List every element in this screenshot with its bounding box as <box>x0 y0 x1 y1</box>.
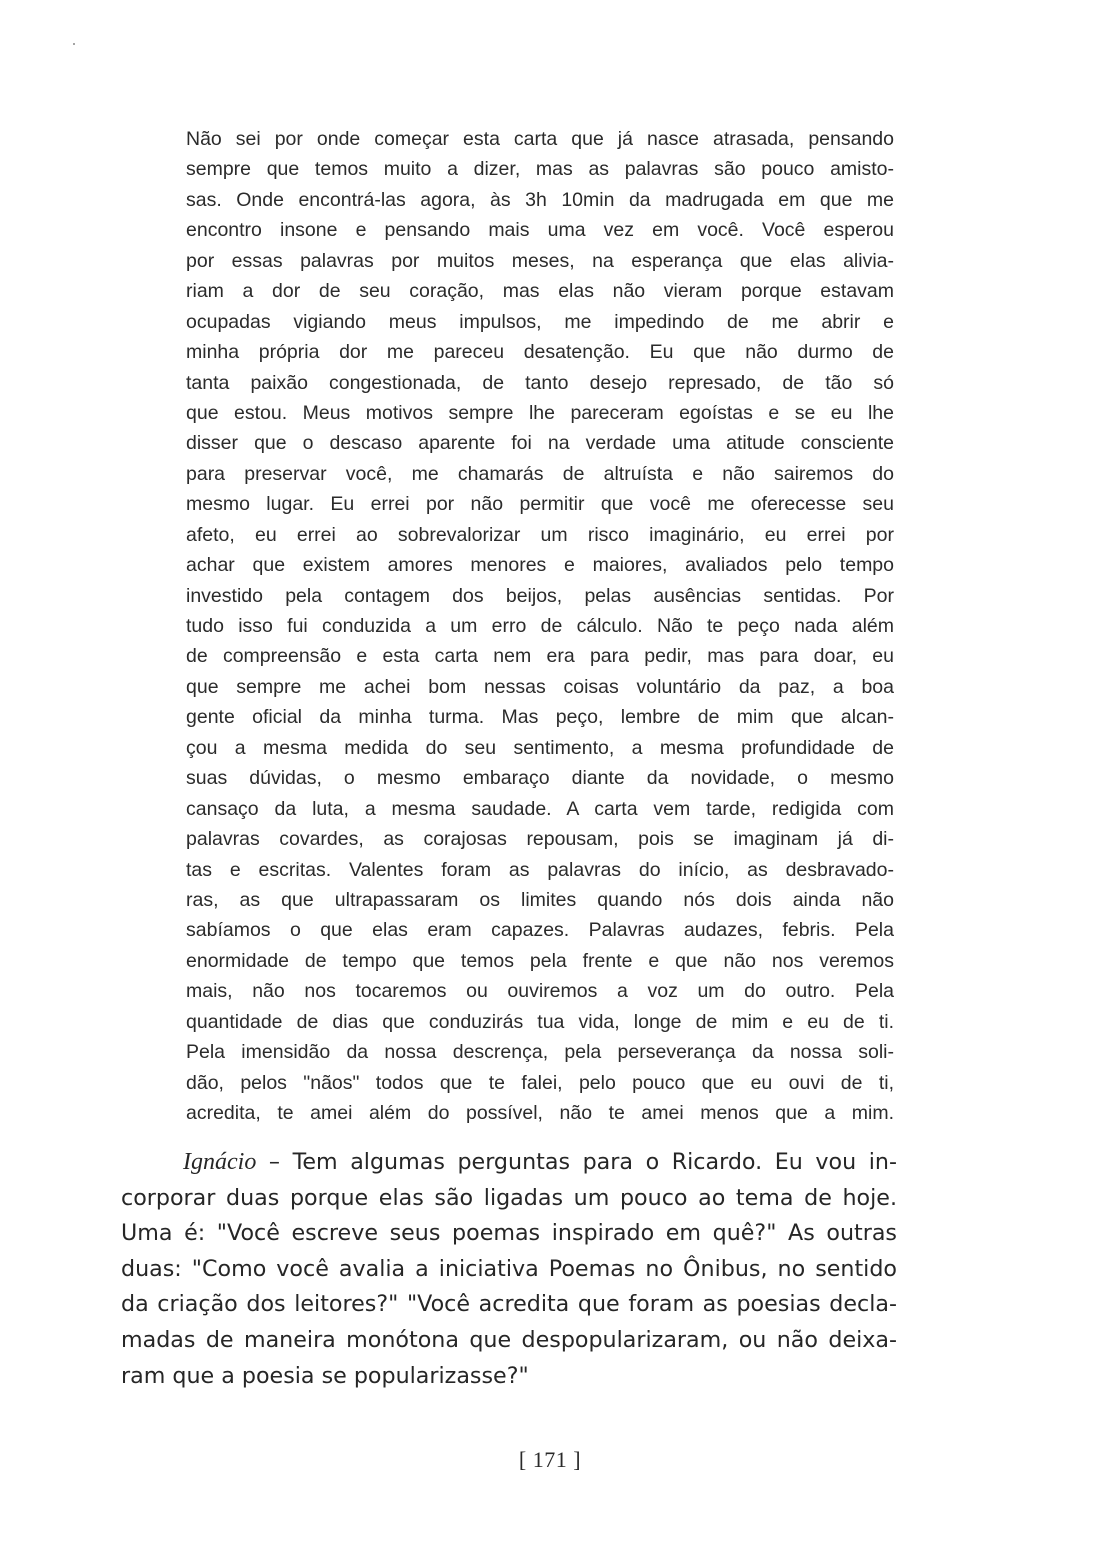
letter-line: mais, não nos tocaremos ou ouviremos a voz um do outro. Pela <box>186 980 894 1003</box>
letter-line: dão, pelos "nãos" todos que te falei, pelo pouco que eu ouvi de ti, <box>186 1071 894 1094</box>
dialogue-line: Uma é: "Você escreve seus poemas inspirado em quê?" As outras <box>121 1220 897 1247</box>
letter-line: sabíamos o que elas eram capazes. Palavras audazes, febris. Pela <box>186 919 894 942</box>
letter-line: sempre que temos muito a dizer, mas as palavras são pouco amisto- <box>186 158 894 181</box>
letter-line: enormidade de tempo que temos pela frente e que não nos veremos <box>186 949 894 972</box>
dialogue-first-line <box>121 1145 897 1181</box>
letter-line: Pela imensidão da nossa descrença, pela perseverança da nossa soli- <box>186 1041 894 1064</box>
letter-line: Não sei por onde começar esta carta que já nasce atrasada, pensando <box>186 128 894 150</box>
letter-line: afeto, eu errei ao sobrevalorizar um risco imaginário, eu errei por <box>186 523 894 546</box>
dialogue-line: duas: "Como você avalia a iniciativa Poemas no Ônibus, no sentido <box>121 1255 897 1282</box>
dialogue-line: corporar duas porque elas são ligadas um pouco ao tema de hoje. <box>121 1184 897 1211</box>
letter-line: disser que o descaso aparente foi na verdade uma atitude consciente <box>186 432 894 455</box>
letter-line: de compreensão e esta carta nem era para pedir, mas para doar, eu <box>186 645 894 668</box>
letter-line: achar que existem amores menores e maiores, avaliados pelo tempo <box>186 554 894 577</box>
scan-speck <box>73 43 75 45</box>
letter-line: gente oficial da minha turma. Mas peço, lembre de mim que alcan- <box>186 706 894 729</box>
letter-line: por essas palavras por muitos meses, na esperança que elas alivia- <box>186 249 894 272</box>
letter-line: minha própria dor me pareceu desatenção. Eu que não durmo de <box>186 341 894 364</box>
page-number: [ 171 ] <box>518 1447 582 1472</box>
letter-line: ocupadas vigiando meus impulsos, me impedindo de me abrir e <box>186 310 894 333</box>
letter-line: para preservar você, me chamarás de altruísta e não sairemos do <box>186 462 894 485</box>
letter-line: çou a mesma medida do seu sentimento, a mesma profundidade de <box>186 736 894 759</box>
letter-line: tas e escritas. Valentes foram as palavras do início, as desbravado- <box>186 858 894 881</box>
letter-line: tudo isso fui conduzida a um erro de cálculo. Não te peço nada além <box>186 615 894 637</box>
letter-line: encontro insone e pensando mais uma vez em você. Você esperou <box>186 219 894 242</box>
letter-line: acredita, te amei além do possível, não te amei menos que a mim. <box>186 1102 894 1124</box>
letter-paragraph <box>186 124 894 1128</box>
dialogue-line: ram que a poesia se popularizasse?" <box>121 1362 529 1389</box>
letter-line: que estou. Meus motivos sempre lhe pareceram egoístas e se eu lhe <box>186 401 894 424</box>
letter-line: cansaço da luta, a mesma saudade. A carta vem tarde, redigida com <box>186 797 894 820</box>
letter-line: palavras covardes, as corajosas repousam, pois se imaginam já di- <box>186 828 894 851</box>
letter-line: que sempre me achei bom nessas coisas voluntário da paz, a boa <box>186 675 894 698</box>
letter-line: ras, as que ultrapassaram os limites quando nós dois ainda não <box>186 888 894 911</box>
letter-line: suas dúvidas, o mesmo embaraço diante da novidade, o mesmo <box>186 767 894 790</box>
letter-line: tanta paixão congestionada, de tanto desejo represado, de tão só <box>186 371 894 394</box>
letter-line: riam a dor de seu coração, mas elas não vieram porque estavam <box>186 280 894 303</box>
dialogue-paragraph <box>121 1145 897 1394</box>
dialogue-first-line-text: – Tem algumas perguntas para o Ricardo. Eu vou in- <box>256 1149 897 1175</box>
letter-line: sas. Onde encontrá-las agora, às 3h 10min da madrugada em que me <box>186 188 894 211</box>
dialogue-line: da criação dos leitores?" "Você acredita que foram as poesias decla- <box>121 1291 897 1318</box>
letter-line: quantidade de dias que conduzirás tua vida, longe de mim e eu de ti. <box>186 1010 894 1033</box>
dialogue-line: madas de maneira monótona que despopularizaram, ou não deixa- <box>121 1326 897 1353</box>
letter-line: investido pela contagem dos beijos, pelas ausências sentidas. Por <box>186 584 894 607</box>
speaker-name: Ignácio <box>183 1149 257 1175</box>
letter-line: mesmo lugar. Eu errei por não permitir que você me oferecesse seu <box>186 493 894 516</box>
